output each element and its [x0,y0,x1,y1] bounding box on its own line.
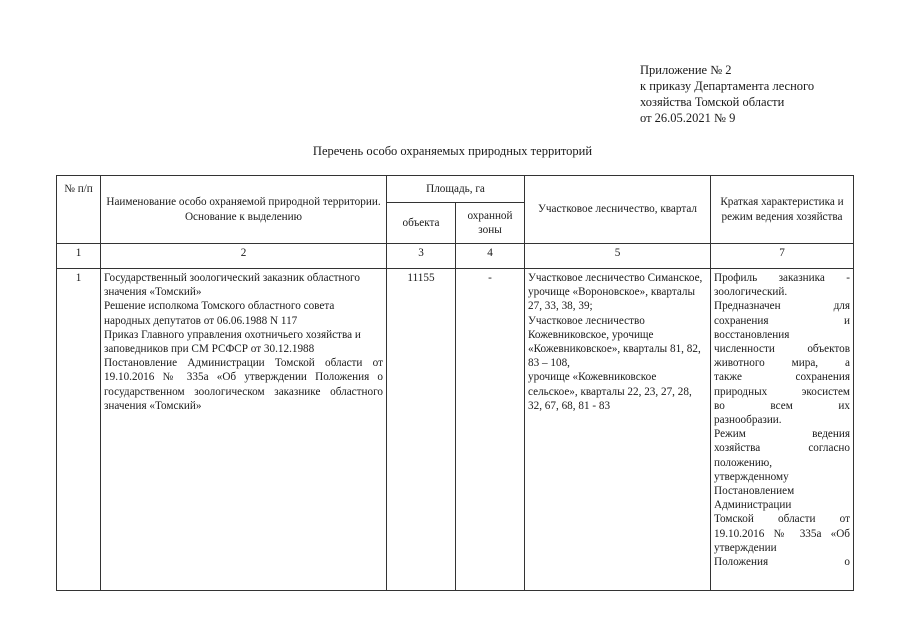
table-row [57,269,854,591]
forestry-paragraph: Участковое лесничество Кожевниковское, урочище «Кожевниковское», кварталы 81, 82, 83 – 108, [528,314,701,370]
characteristic-line: хозяйства согласно [714,442,850,455]
header-area-zone: охранной зоны [456,203,525,244]
appendix-line: Приложение № 2 [640,63,732,77]
characteristic-line: 19.10.2016 № 335а «Об [714,527,850,540]
characteristic-line: также сохранения [714,371,850,384]
header-num: № п/п [57,176,101,244]
characteristic-line: Томской области от [714,513,850,526]
appendix-block [640,62,880,126]
header-row [57,176,854,203]
characteristic-line: Постановлением [714,485,795,498]
header-name: Наименование особо охраняемой природной территории. Основание к выделению [101,176,387,244]
name-paragraph: Приказ Главного управления охотничьего хозяйства и заповедников при СМ РСФСР от 30.12.1988 [104,328,361,356]
document-title: Перечень особо охраняемых природных территорий [312,144,593,158]
index-cell: 4 [456,244,525,269]
forestry-paragraph: Участковое лесничество Симанское, [528,272,703,284]
characteristic-line: сохранения и [714,314,850,327]
name-paragraph: Постановление Администрации Томской области от 19.10.2016 № 335а «Об утверждении Положения о государственном зоологическом заказнике областного значения «Томский» [104,357,383,412]
characteristic-line: Положения о [714,556,850,569]
index-cell: 7 [711,244,854,269]
appendix-line: к приказу Департамента лесного [640,79,815,93]
characteristic-line: численности объектов [714,343,850,356]
header-area-object: объекта [387,203,456,244]
row-forestry [525,269,711,591]
row-characteristic [711,269,854,591]
characteristic-line: Предназначен для [714,300,850,313]
characteristic-line: положению, [714,456,773,469]
characteristic-line: природных экосистем [714,385,850,398]
appendix-line: от 26.05.2021 № 9 [640,111,736,125]
forestry-paragraph: урочище «Кожевниковское сельское», кварталы 22, 23, 27, 28, 32, 67, 68, 81 - 83 [528,371,692,412]
header-characteristic: Краткая характеристика и режим ведения хозяйства [711,176,854,244]
characteristic-line: Администрации [714,499,792,512]
index-cell: 1 [57,244,101,269]
characteristic-line: утверждении [714,541,777,554]
row-area-zone: - [456,269,525,591]
index-cell: 3 [387,244,456,269]
characteristic-line: зоологический. [714,286,788,299]
row-area-object: 11155 [387,269,456,591]
characteristic-line: Режим ведения [714,428,850,441]
name-paragraph: Государственный зоологический заказник областного значения «Томский» [104,272,360,299]
header-area: Площадь, га [387,176,525,203]
characteristic-line: животного мира, а [714,357,850,370]
index-cell: 5 [525,244,711,269]
appendix-line: хозяйства Томской области [640,95,785,109]
index-cell: 2 [101,244,387,269]
row-num: 1 [57,269,101,591]
forestry-paragraph: урочище «Вороновское», кварталы 27, 33, 38, 39; [528,286,696,313]
characteristic-line: восстановления [714,328,790,341]
characteristic-line: утвержденному [714,470,789,483]
header-forestry: Участковое лесничество, квартал [525,176,711,244]
characteristic-line: Профиль заказника - [714,272,850,284]
characteristic-line: разнообразии. [714,414,782,427]
index-row [57,244,854,269]
row-name [101,269,387,591]
name-paragraph: Решение исполкома Томского областного совета народных депутатов от 06.06.1988 N 117 [104,300,335,327]
characteristic-line: во всем их [714,399,850,412]
protected-areas-table [56,175,854,591]
